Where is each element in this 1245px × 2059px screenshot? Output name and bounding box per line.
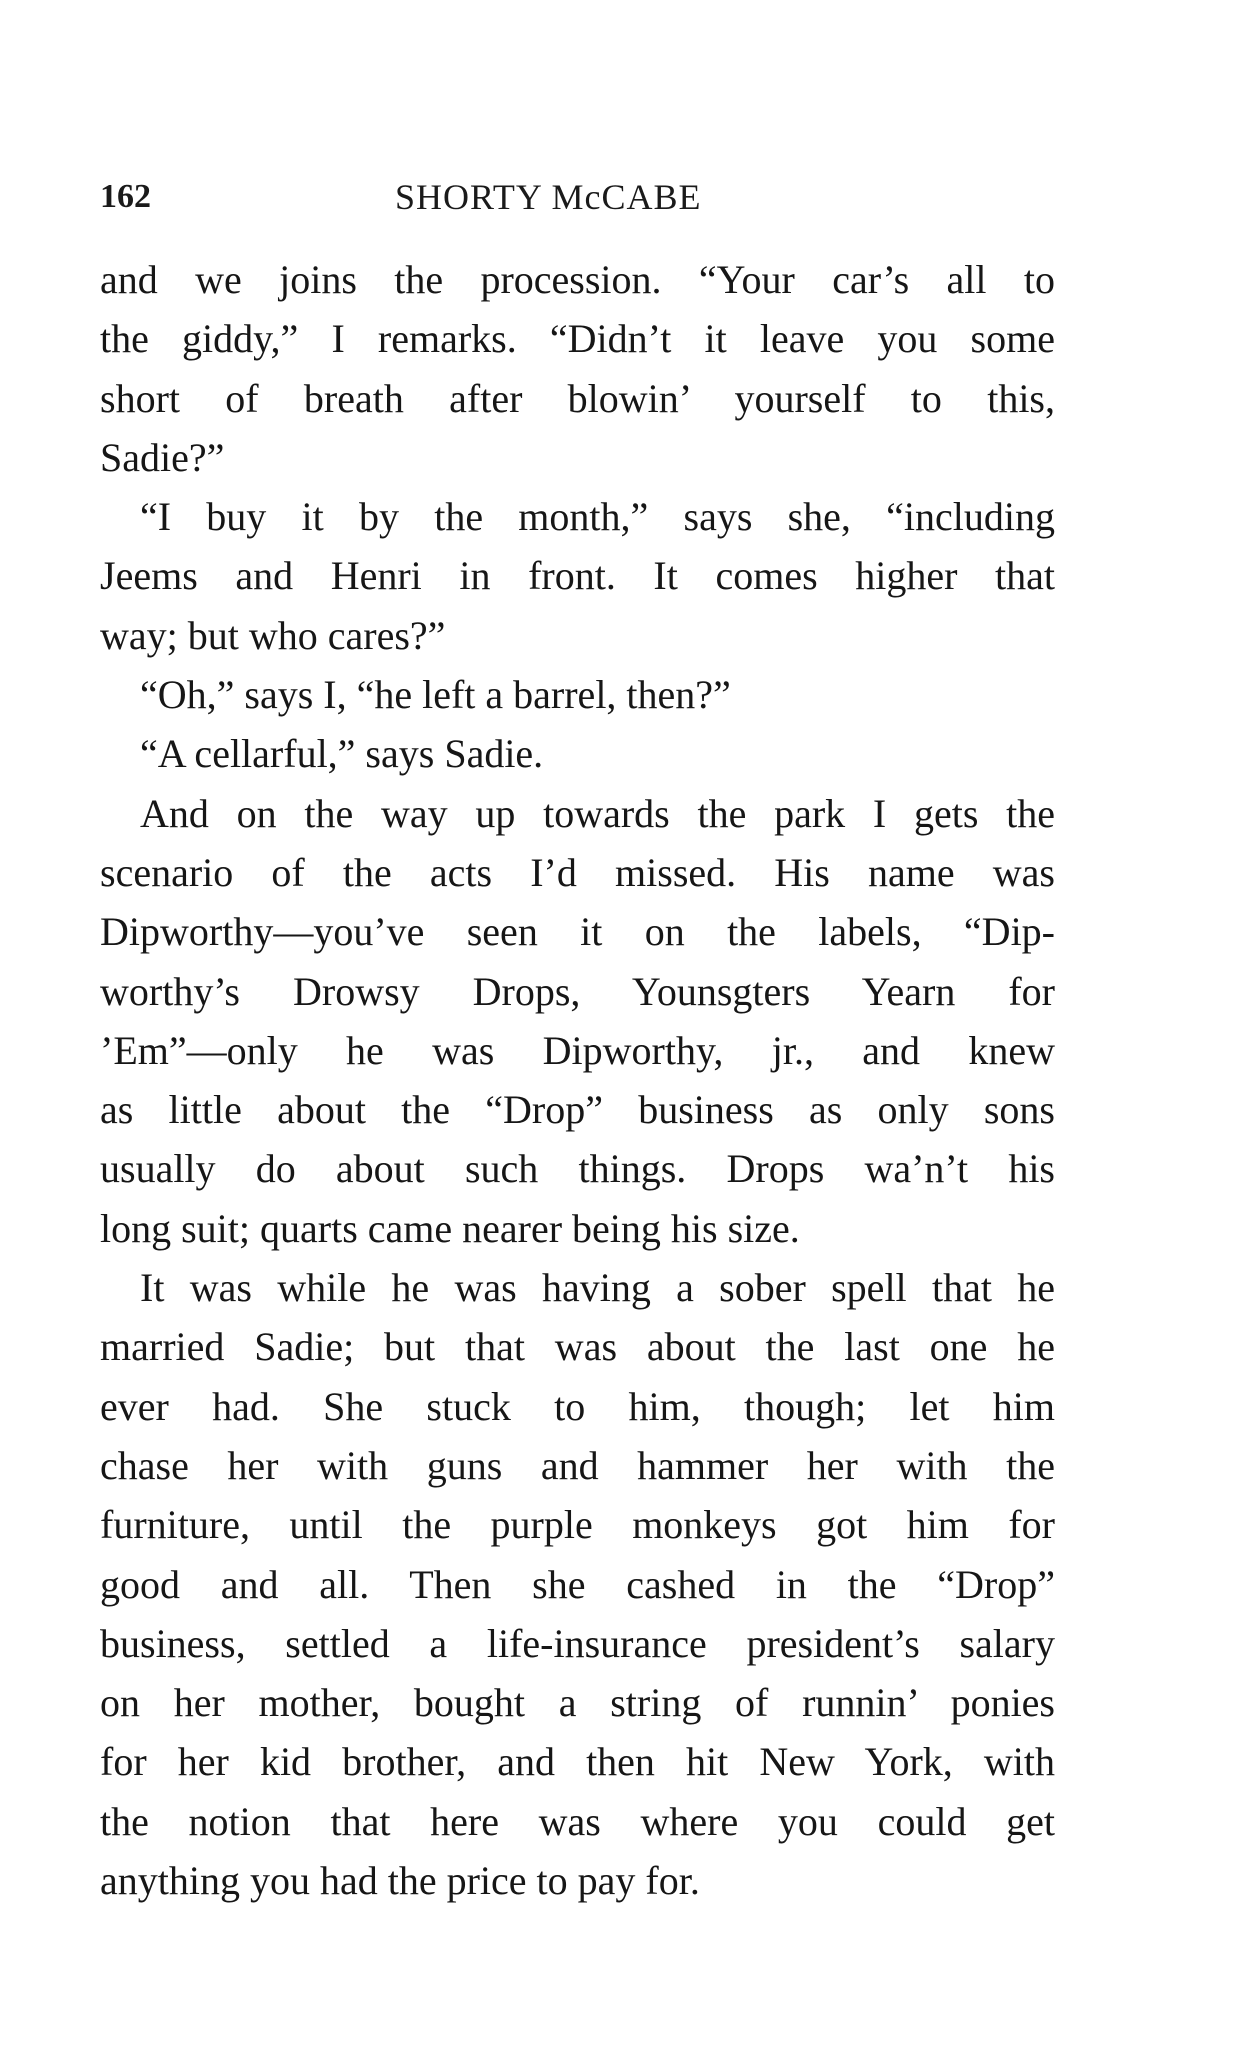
text-line: short of breath after blowin’ yourself to this, [100, 375, 1055, 421]
text-line: scenario of the acts I’d missed. His name was [100, 849, 1055, 895]
text-line: Sadie?” [100, 434, 225, 480]
text-line: ’Em”—only he was Dipworthy, jr., and knew [100, 1027, 1055, 1073]
text-line: Jeems and Henri in front. It comes higher that [100, 553, 1055, 599]
text-line: the giddy,” I remarks. “Didn’t it leave you some [100, 316, 1055, 362]
text-line: long suit; quarts came nearer being his size. [100, 1205, 800, 1251]
text-line: as little about the “Drop” business as only sons [100, 1087, 1055, 1133]
text-line: And on the way up towards the park I gets the [140, 790, 1055, 836]
text-line: married Sadie; but that was about the last one he [100, 1324, 1055, 1370]
text-line: way; but who cares?” [100, 612, 446, 658]
text-line: “Oh,” says I, “he left a barrel, then?” [140, 672, 731, 718]
text-line: It was while he was having a sober spell that he [140, 1265, 1055, 1311]
text-line: business, settled a life-insurance president’s salary [100, 1620, 1055, 1666]
text-line: chase her with guns and hammer her with the [100, 1442, 1055, 1488]
text-line: on her mother, bought a string of runnin’ ponies [100, 1680, 1055, 1726]
text-line: ever had. She stuck to him, though; let him [100, 1383, 1055, 1429]
text-line: anything you had the price to pay for. [100, 1858, 700, 1904]
text-line: usually do about such things. Drops wa’n’t his [100, 1146, 1055, 1192]
text-line: furniture, until the purple monkeys got him for [100, 1502, 1055, 1548]
body-text [100, 250, 1055, 1910]
text-line: Dipworthy—you’ve seen it on the labels, “Dip- [100, 909, 1055, 955]
text-line: good and all. Then she cashed in the “Drop” [100, 1561, 1055, 1607]
text-line: for her kid brother, and then hit New York, with [100, 1739, 1055, 1785]
text-line: and we joins the procession. “Your car’s all to [100, 257, 1055, 302]
text-line: “I buy it by the month,” says she, “including [140, 494, 1055, 540]
page-header [100, 172, 1055, 222]
text-line: “A cellarful,” says Sadie. [140, 731, 544, 777]
text-line: worthy’s Drowsy Drops, Younsgters Yearn for [100, 968, 1055, 1014]
text-line: the notion that here was where you could get [100, 1798, 1055, 1844]
page-number: 162 [100, 178, 151, 215]
running-head: SHORTY McCABE [395, 177, 702, 217]
